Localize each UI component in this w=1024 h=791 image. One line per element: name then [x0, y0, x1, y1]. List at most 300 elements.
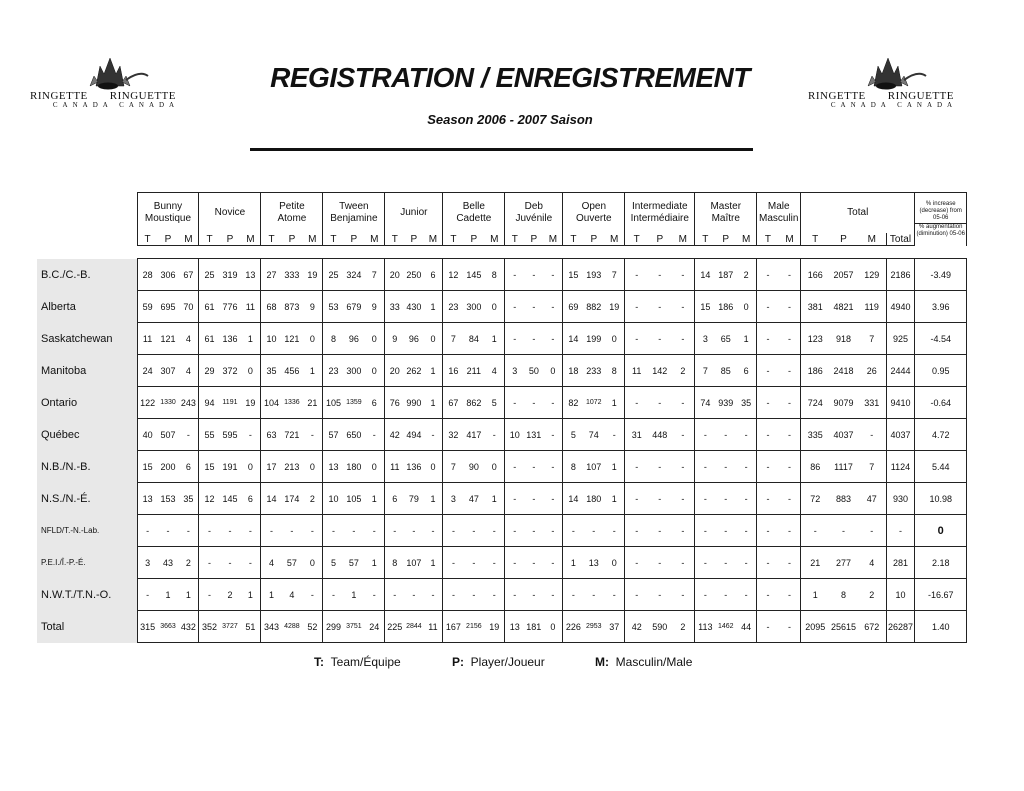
- table-cell: -: [715, 483, 736, 515]
- table-cell: 3: [695, 323, 716, 355]
- table-cell: 7: [695, 355, 716, 387]
- table-cell: 2444: [886, 355, 915, 387]
- table-cell: -: [757, 419, 779, 451]
- table-cell: -: [543, 515, 562, 547]
- table-cell: 26: [858, 355, 887, 387]
- table-cell: -: [779, 419, 801, 451]
- table-cell: -: [779, 515, 801, 547]
- table-cell: 42: [625, 611, 648, 643]
- table-cell: -: [302, 419, 323, 451]
- table-cell: 6: [178, 451, 199, 483]
- table-cell: -: [464, 515, 485, 547]
- province-name: Saskatchewan: [37, 323, 137, 355]
- logo-subtext: CANADA CANADA: [830, 101, 958, 109]
- table-cell: 9: [364, 291, 385, 323]
- table-cell: 3.96: [915, 291, 967, 323]
- subheader-t: T: [695, 233, 716, 246]
- table-cell: 11: [625, 355, 648, 387]
- table-cell: 448: [648, 419, 671, 451]
- table-cell: -: [625, 483, 648, 515]
- table-cell: -: [240, 515, 261, 547]
- subheader-m: M: [858, 233, 887, 246]
- table-cell: 57: [323, 419, 344, 451]
- table-cell: 26287: [886, 611, 915, 643]
- table-cell: 1117: [829, 451, 858, 483]
- table-cell: 1: [344, 579, 365, 611]
- table-cell: 4037: [829, 419, 858, 451]
- table-cell: 121: [158, 323, 179, 355]
- table-cell: 166: [801, 259, 830, 291]
- table-cell: 776: [220, 291, 241, 323]
- table-cell: -: [648, 547, 671, 579]
- table-cell: -: [220, 547, 241, 579]
- table-cell: -: [543, 259, 562, 291]
- table-cell: -: [695, 579, 716, 611]
- table-cell: -: [505, 483, 524, 515]
- table-cell: 1: [604, 387, 625, 419]
- table-cell: -: [736, 419, 757, 451]
- table-cell: 4: [484, 355, 505, 387]
- table-cell: 1: [178, 579, 199, 611]
- table-cell: -: [505, 547, 524, 579]
- table-cell: -: [757, 291, 779, 323]
- table-cell: -: [424, 579, 443, 611]
- table-cell: 2: [671, 355, 694, 387]
- table-cell: 430: [404, 291, 423, 323]
- table-cell: -: [583, 579, 604, 611]
- table-cell: 42: [385, 419, 404, 451]
- table-cell: 1191: [220, 387, 241, 419]
- table-cell: -: [671, 419, 694, 451]
- table-cell: 3751: [344, 611, 365, 643]
- table-cell: 105: [344, 483, 365, 515]
- pct-header-fr: % augmentation (diminution) 05-06: [916, 223, 965, 237]
- table-cell: -: [671, 483, 694, 515]
- table-cell: -: [671, 451, 694, 483]
- table-cell: -: [364, 515, 385, 547]
- table-cell: 590: [648, 611, 671, 643]
- table-cell: 0: [302, 451, 323, 483]
- group-header: [625, 193, 695, 234]
- table-cell: 85: [715, 355, 736, 387]
- table-cell: 1: [484, 483, 505, 515]
- table-cell: -: [757, 355, 779, 387]
- table-cell: 0: [736, 291, 757, 323]
- table-cell: -: [757, 515, 779, 547]
- table-cell: 0: [302, 323, 323, 355]
- table-cell: 1336: [282, 387, 303, 419]
- table-cell: 939: [715, 387, 736, 419]
- table-cell: 27: [261, 259, 282, 291]
- table-cell: -: [137, 579, 158, 611]
- table-cell: 18: [563, 355, 584, 387]
- table-cell: 883: [829, 483, 858, 515]
- table-row: [37, 483, 967, 515]
- table-cell: 25615: [829, 611, 858, 643]
- table-cell: -: [505, 451, 524, 483]
- table-cell: 200: [158, 451, 179, 483]
- table-cell: 0.95: [915, 355, 967, 387]
- table-cell: 6: [364, 387, 385, 419]
- table-cell: -: [543, 451, 562, 483]
- table-cell: -: [524, 323, 543, 355]
- table-cell: -: [524, 387, 543, 419]
- table-cell: -: [604, 419, 625, 451]
- ringette-canada-logo-right: [808, 56, 980, 108]
- table-cell: -: [671, 547, 694, 579]
- table-cell: 191: [220, 451, 241, 483]
- table-cell: -: [302, 579, 323, 611]
- table-cell: 121: [282, 323, 303, 355]
- subheader-m: M: [364, 233, 385, 246]
- table-cell: -: [625, 451, 648, 483]
- table-cell: 0: [364, 355, 385, 387]
- table-cell: 417: [464, 419, 485, 451]
- table-cell: 10.98: [915, 483, 967, 515]
- subheader-m: M: [484, 233, 505, 246]
- table-cell: 10: [323, 483, 344, 515]
- table-cell: -: [671, 291, 694, 323]
- subheader-m: M: [302, 233, 323, 246]
- table-cell: 213: [282, 451, 303, 483]
- table-cell: 2156: [464, 611, 485, 643]
- group-sublabel: Moustique: [144, 213, 192, 224]
- table-cell: 13: [323, 451, 344, 483]
- table-cell: 61: [199, 291, 220, 323]
- registration-table: [37, 192, 967, 643]
- table-cell: 14: [261, 483, 282, 515]
- table-cell: 918: [829, 323, 858, 355]
- subheader-t: T: [443, 233, 464, 246]
- maple-leaf-icon: [808, 56, 980, 90]
- table-cell: 193: [583, 259, 604, 291]
- table-cell: 187: [715, 259, 736, 291]
- table-cell: 1: [158, 579, 179, 611]
- table-cell: 9: [302, 291, 323, 323]
- table-cell: 10: [505, 419, 524, 451]
- table-cell: 0: [604, 547, 625, 579]
- table-cell: -: [715, 451, 736, 483]
- table-cell: 11: [424, 611, 443, 643]
- table-cell: 14: [563, 483, 584, 515]
- legend-team: T: Team/Équipe: [314, 655, 401, 669]
- table-cell: -: [505, 387, 524, 419]
- table-cell: 86: [801, 451, 830, 483]
- table-cell: 1: [736, 323, 757, 355]
- table-cell: 5: [484, 387, 505, 419]
- subheader-total: Total: [886, 233, 915, 246]
- group-sublabel: Cadette: [456, 213, 492, 224]
- table-cell: 8: [604, 355, 625, 387]
- table-cell: 1: [364, 483, 385, 515]
- table-cell: 55: [199, 419, 220, 451]
- table-cell: 2: [302, 483, 323, 515]
- table-cell: 281: [886, 547, 915, 579]
- table-cell: 211: [464, 355, 485, 387]
- table-cell: 23: [443, 291, 464, 323]
- table-cell: -: [671, 259, 694, 291]
- subheader-p: P: [282, 233, 303, 246]
- table-cell: 7: [858, 451, 887, 483]
- table-cell: 277: [829, 547, 858, 579]
- table-cell: 69: [563, 291, 584, 323]
- table-cell: 1: [424, 483, 443, 515]
- table-cell: -: [199, 547, 220, 579]
- table-cell: 1: [261, 579, 282, 611]
- table-cell: 4.72: [915, 419, 967, 451]
- table-cell: 695: [158, 291, 179, 323]
- table-cell: -: [779, 355, 801, 387]
- table-cell: 180: [583, 483, 604, 515]
- table-cell: 15: [695, 291, 716, 323]
- table-cell: 930: [886, 483, 915, 515]
- table-cell: -: [364, 579, 385, 611]
- table-cell: -: [625, 291, 648, 323]
- table-cell: 145: [220, 483, 241, 515]
- table-cell: 67: [178, 259, 199, 291]
- table-cell: -: [199, 515, 220, 547]
- table-cell: -: [736, 579, 757, 611]
- table-cell: -: [505, 291, 524, 323]
- group-header: [695, 193, 757, 234]
- table-cell: 90: [464, 451, 485, 483]
- table-cell: 123: [801, 323, 830, 355]
- group-sublabel: Maître: [711, 213, 740, 224]
- table-cell: 1: [424, 291, 443, 323]
- table-cell: 4: [261, 547, 282, 579]
- table-cell: 6: [385, 483, 404, 515]
- table-cell: -: [199, 579, 220, 611]
- table-cell: 23: [323, 355, 344, 387]
- table-cell: 0: [484, 451, 505, 483]
- table-cell: -: [583, 515, 604, 547]
- table-cell: -: [757, 387, 779, 419]
- subheader-t: T: [563, 233, 584, 246]
- province-name: N.S./N.-É.: [37, 483, 137, 515]
- table-cell: 0: [543, 611, 562, 643]
- table-cell: 25: [323, 259, 344, 291]
- table-cell: 5.44: [915, 451, 967, 483]
- table-cell: 3727: [220, 611, 241, 643]
- table-cell: -: [648, 259, 671, 291]
- table-cell: 307: [158, 355, 179, 387]
- table-cell: 119: [858, 291, 887, 323]
- table-cell: -: [524, 259, 543, 291]
- table-cell: 9: [385, 323, 404, 355]
- table-cell: 96: [344, 323, 365, 355]
- table-cell: 0: [364, 451, 385, 483]
- table-cell: -: [736, 483, 757, 515]
- table-cell: 352: [199, 611, 220, 643]
- table-cell: 226: [563, 611, 584, 643]
- subheader-t: T: [385, 233, 404, 246]
- table-cell: -: [563, 515, 584, 547]
- table-cell: 24: [364, 611, 385, 643]
- pct-change-header: [915, 193, 967, 246]
- subheader-t: T: [199, 233, 220, 246]
- table-row: [37, 547, 967, 579]
- table-cell: 181: [524, 611, 543, 643]
- subheader-p: P: [524, 233, 543, 246]
- group-label: Master: [710, 201, 742, 212]
- table-cell: 882: [583, 291, 604, 323]
- subheader-p: P: [464, 233, 485, 246]
- group-header: [323, 193, 385, 234]
- table-cell: -: [779, 483, 801, 515]
- table-cell: 456: [282, 355, 303, 387]
- table-cell: -: [240, 419, 261, 451]
- table-cell: 74: [583, 419, 604, 451]
- table-cell: 20: [385, 259, 404, 291]
- table-cell: 13: [505, 611, 524, 643]
- table-cell: 381: [801, 291, 830, 323]
- table-cell: 2: [220, 579, 241, 611]
- table-cell: 104: [261, 387, 282, 419]
- table-cell: 1: [604, 483, 625, 515]
- logo-subtext: CANADA CANADA: [52, 101, 180, 109]
- group-header: [801, 193, 915, 234]
- table-cell: 0: [424, 323, 443, 355]
- table-cell: 0: [543, 355, 562, 387]
- table-cell: 4: [282, 579, 303, 611]
- table-cell: 225: [385, 611, 404, 643]
- table-cell: 107: [583, 451, 604, 483]
- table-cell: 0: [240, 355, 261, 387]
- table-cell: -: [715, 515, 736, 547]
- ringette-canada-logo-left: [30, 56, 202, 108]
- table-cell: 68: [261, 291, 282, 323]
- table-cell: 74: [695, 387, 716, 419]
- table-cell: 2844: [404, 611, 423, 643]
- title-divider: [250, 148, 753, 151]
- subheader-p: P: [404, 233, 423, 246]
- table-cell: -: [604, 579, 625, 611]
- table-cell: 6: [240, 483, 261, 515]
- table-cell: -: [484, 515, 505, 547]
- table-cell: 0: [915, 515, 967, 547]
- table-cell: 57: [344, 547, 365, 579]
- table-cell: 17: [261, 451, 282, 483]
- table-cell: -: [137, 515, 158, 547]
- table-cell: 11: [385, 451, 404, 483]
- table-cell: -: [505, 579, 524, 611]
- table-cell: -4.54: [915, 323, 967, 355]
- table-cell: 2: [858, 579, 887, 611]
- table-cell: -: [543, 483, 562, 515]
- table-cell: -: [695, 419, 716, 451]
- group-label: Belle: [462, 201, 485, 212]
- province-name: Ontario: [37, 387, 137, 419]
- table-cell: 10: [886, 579, 915, 611]
- table-cell: 107: [404, 547, 423, 579]
- table-cell: -: [282, 515, 303, 547]
- subheader-p: P: [344, 233, 365, 246]
- table-cell: 79: [404, 483, 423, 515]
- table-cell: 300: [464, 291, 485, 323]
- table-cell: 51: [240, 611, 261, 643]
- group-header: [199, 193, 261, 234]
- table-cell: 990: [404, 387, 423, 419]
- group-label: Male: [767, 201, 790, 212]
- table-cell: 199: [583, 323, 604, 355]
- legend-male: M: Masculin/Male: [595, 655, 693, 669]
- subheader-m: M: [736, 233, 757, 246]
- table-cell: 44: [736, 611, 757, 643]
- table-cell: 167: [443, 611, 464, 643]
- table-cell: 37: [604, 611, 625, 643]
- table-cell: -3.49: [915, 259, 967, 291]
- table-cell: -: [648, 323, 671, 355]
- table-cell: 1: [604, 451, 625, 483]
- table-cell: 6: [424, 259, 443, 291]
- table-cell: -: [779, 611, 801, 643]
- table-cell: 4821: [829, 291, 858, 323]
- table-cell: 679: [344, 291, 365, 323]
- table-cell: 300: [344, 355, 365, 387]
- group-sublabel: Atome: [277, 213, 307, 224]
- table-cell: -: [524, 451, 543, 483]
- table-cell: -: [757, 451, 779, 483]
- table-cell: 57: [282, 547, 303, 579]
- table-cell: -: [524, 291, 543, 323]
- table-cell: 8: [563, 451, 584, 483]
- table-cell: -: [695, 547, 716, 579]
- table-cell: 3: [505, 355, 524, 387]
- table-cell: 29: [199, 355, 220, 387]
- table-cell: -: [543, 419, 562, 451]
- table-cell: 299: [323, 611, 344, 643]
- logo-wordmark: RINGETTE RINGUETTE: [30, 90, 176, 102]
- province-name: Alberta: [37, 291, 137, 323]
- table-cell: 0: [240, 451, 261, 483]
- table-cell: 10: [261, 323, 282, 355]
- table-cell: 4940: [886, 291, 915, 323]
- group-sublabel: Juvénile: [515, 213, 553, 224]
- table-cell: 306: [158, 259, 179, 291]
- table-cell: 2: [736, 259, 757, 291]
- table-cell: -: [344, 515, 365, 547]
- season-subtitle: Season 2006 - 2007 Saison: [427, 112, 593, 127]
- group-label: Open: [581, 201, 607, 212]
- table-cell: -: [671, 515, 694, 547]
- table-cell: 1330: [158, 387, 179, 419]
- table-cell: -0.64: [915, 387, 967, 419]
- table-cell: 15: [137, 451, 158, 483]
- group-header-row: [37, 193, 967, 234]
- group-label: Junior: [400, 207, 428, 218]
- table-cell: -: [505, 515, 524, 547]
- group-header: [261, 193, 323, 234]
- subheader-t: T: [261, 233, 282, 246]
- table-cell: 21: [302, 387, 323, 419]
- province-name: Total: [37, 611, 137, 643]
- table-cell: -: [524, 547, 543, 579]
- table-cell: -: [404, 579, 423, 611]
- page-title: REGISTRATION / ENREGISTREMENT: [270, 62, 750, 93]
- table-cell: -: [858, 419, 887, 451]
- table-cell: 105: [323, 387, 344, 419]
- table-cell: 129: [858, 259, 887, 291]
- table-cell: -: [625, 387, 648, 419]
- table-cell: -: [671, 579, 694, 611]
- table-cell: 1: [424, 355, 443, 387]
- table-cell: -: [484, 419, 505, 451]
- table-cell: -: [625, 323, 648, 355]
- table-cell: 136: [220, 323, 241, 355]
- subheader-m: M: [543, 233, 562, 246]
- table-cell: 4: [178, 355, 199, 387]
- table-cell: 250: [404, 259, 423, 291]
